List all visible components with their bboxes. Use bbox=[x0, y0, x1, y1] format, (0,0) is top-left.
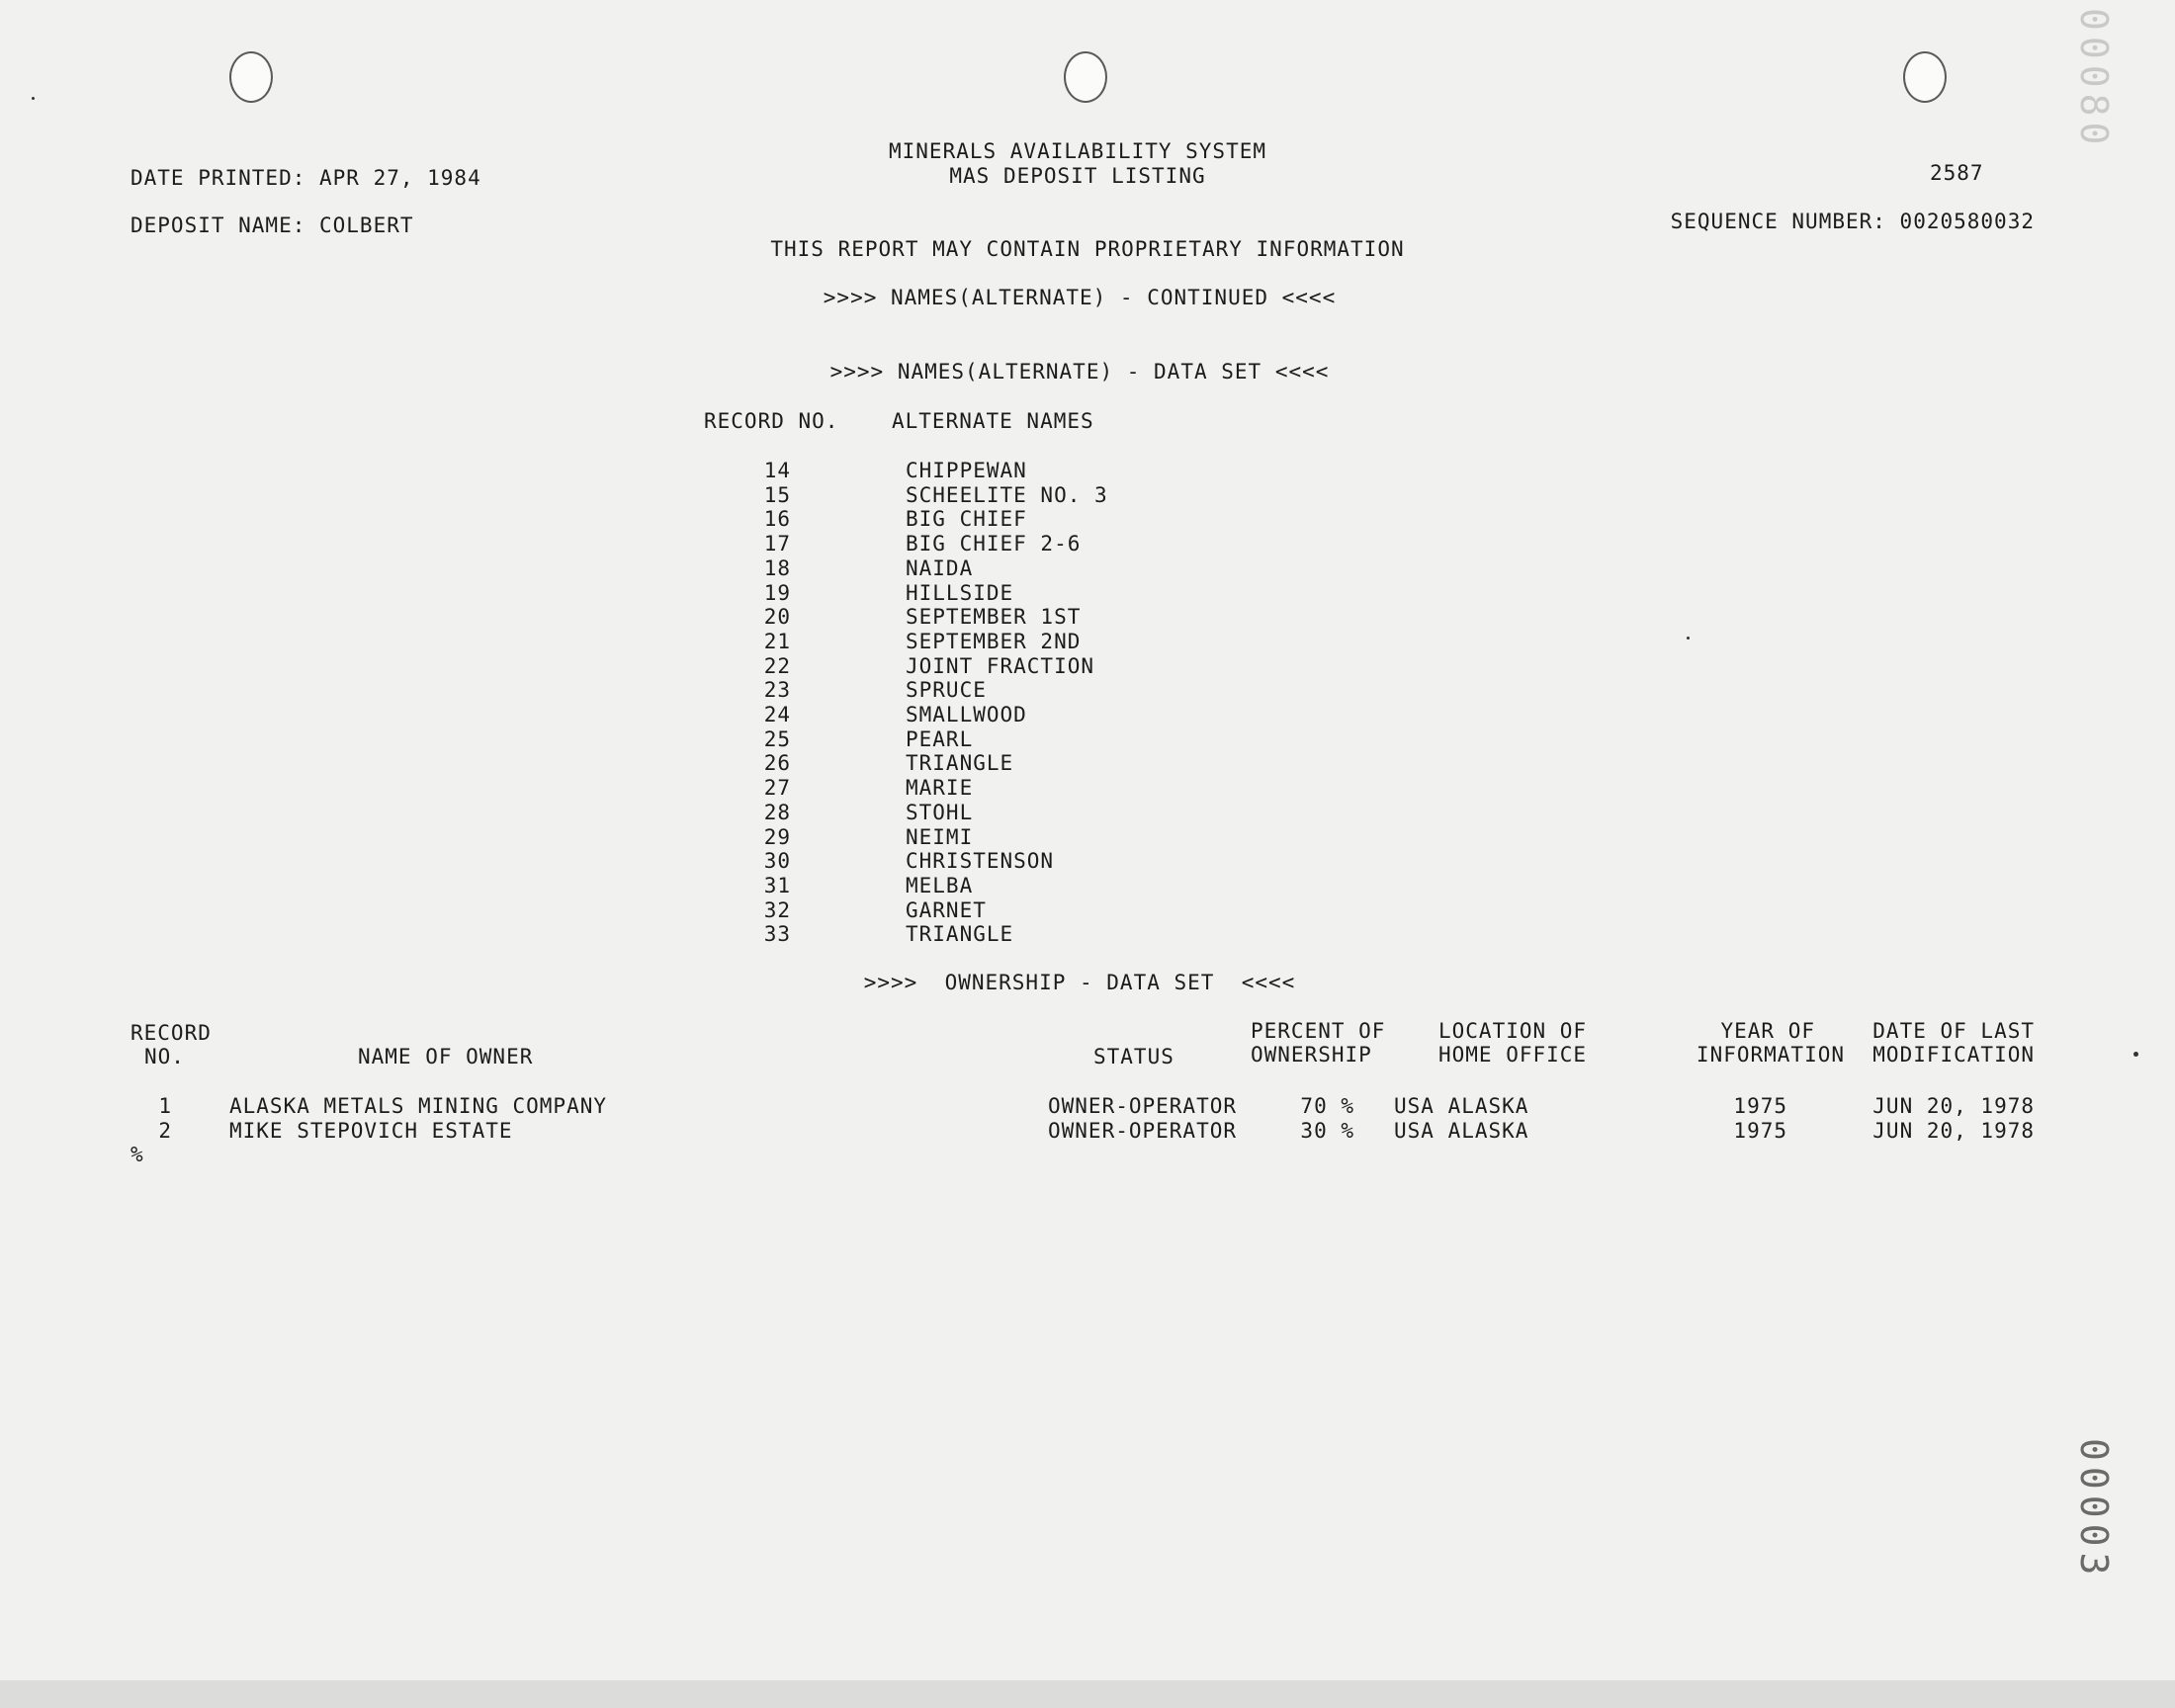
proprietary-notice: THIS REPORT MAY CONTAIN PROPRIETARY INFORMATION bbox=[770, 237, 1405, 261]
alternate-name: SPRUCE bbox=[906, 678, 987, 702]
alternate-name: MARIE bbox=[906, 776, 974, 800]
col-percent-1: PERCENT OF bbox=[1251, 1019, 1386, 1043]
owner-name: MIKE STEPOVICH ESTATE bbox=[229, 1119, 513, 1143]
name-record-no: 26 bbox=[763, 751, 791, 775]
owner-location: USA ALASKA bbox=[1394, 1094, 1529, 1118]
name-record-no: 16 bbox=[763, 507, 791, 531]
names-continued-heading: >>>> NAMES(ALTERNATE) - CONTINUED <<<< bbox=[823, 286, 1337, 309]
alternate-name: SEPTEMBER 1ST bbox=[906, 605, 1082, 629]
name-record-no: 21 bbox=[763, 630, 791, 653]
alternate-name: TRIANGLE bbox=[906, 751, 1014, 775]
col-location-2: HOME OFFICE bbox=[1438, 1043, 1588, 1067]
owner-location: USA ALASKA bbox=[1394, 1119, 1529, 1143]
owner-status: OWNER-OPERATOR bbox=[1048, 1119, 1238, 1143]
alternate-name: TRIANGLE bbox=[906, 922, 1014, 946]
speck bbox=[2133, 1052, 2138, 1057]
name-record-no: 15 bbox=[763, 483, 791, 507]
name-record-no: 22 bbox=[763, 654, 791, 678]
name-record-no: 28 bbox=[763, 801, 791, 824]
alternate-name: GARNET bbox=[906, 898, 987, 922]
alternate-name: SMALLWOOD bbox=[906, 703, 1027, 726]
name-record-no: 14 bbox=[763, 459, 791, 482]
owner-record-no: 1 bbox=[158, 1094, 172, 1118]
name-record-no: 30 bbox=[763, 849, 791, 873]
alternate-name: NEIMI bbox=[906, 825, 974, 849]
owner-percent: 30 % bbox=[1300, 1119, 1354, 1143]
alternate-name: SCHEELITE NO. 3 bbox=[906, 483, 1108, 507]
owner-record-no: 2 bbox=[158, 1119, 172, 1143]
name-record-no: 23 bbox=[763, 678, 791, 702]
end-mark: % bbox=[130, 1143, 144, 1166]
ownership-data-set-heading: >>>> OWNERSHIP - DATA SET <<<< bbox=[863, 971, 1296, 994]
col-alternate-names: ALTERNATE NAMES bbox=[892, 409, 1094, 433]
alternate-name: MELBA bbox=[906, 874, 974, 897]
name-record-no: 19 bbox=[763, 581, 791, 605]
names-data-set-heading: >>>> NAMES(ALTERNATE) - DATA SET <<<< bbox=[829, 360, 1330, 384]
owner-year: 1975 bbox=[1733, 1094, 1787, 1118]
alternate-name: NAIDA bbox=[906, 556, 974, 580]
col-date-2: MODIFICATION bbox=[1872, 1043, 2035, 1067]
col-year-1: YEAR OF bbox=[1720, 1019, 1815, 1043]
col-record-no: RECORD NO. bbox=[704, 409, 839, 433]
alternate-name: BIG CHIEF bbox=[906, 507, 1027, 531]
owner-modified-date: JUN 20, 1978 bbox=[1872, 1119, 2035, 1143]
name-record-no: 31 bbox=[763, 874, 791, 897]
name-record-no: 33 bbox=[763, 922, 791, 946]
owner-status: OWNER-OPERATOR bbox=[1048, 1094, 1238, 1118]
name-record-no: 20 bbox=[763, 605, 791, 629]
alternate-name: BIG CHIEF 2-6 bbox=[906, 532, 1082, 555]
speck bbox=[1687, 637, 1690, 640]
alternate-name: CHIPPEWAN bbox=[906, 459, 1027, 482]
alternate-name: SEPTEMBER 2ND bbox=[906, 630, 1082, 653]
name-record-no: 27 bbox=[763, 776, 791, 800]
date-printed: DATE PRINTED: APR 27, 1984 bbox=[130, 166, 481, 190]
name-record-no: 25 bbox=[763, 727, 791, 751]
listing-title: MAS DEPOSIT LISTING bbox=[949, 164, 1206, 188]
name-record-no: 29 bbox=[763, 825, 791, 849]
system-title: MINERALS AVAILABILITY SYSTEM bbox=[888, 139, 1267, 163]
margin-stamp: 00003 bbox=[2072, 1438, 2116, 1581]
owner-percent: 70 % bbox=[1300, 1094, 1354, 1118]
alternate-name: CHRISTENSON bbox=[906, 849, 1055, 873]
deposit-name: DEPOSIT NAME: COLBERT bbox=[130, 214, 414, 237]
col-record-label: RECORD bbox=[130, 1021, 212, 1045]
name-record-no: 24 bbox=[763, 703, 791, 726]
alternate-name: STOHL bbox=[906, 801, 974, 824]
punch-hole-right bbox=[1903, 51, 1947, 103]
name-record-no: 18 bbox=[763, 556, 791, 580]
col-year-2: INFORMATION bbox=[1696, 1043, 1845, 1067]
alternate-name: PEARL bbox=[906, 727, 974, 751]
name-record-no: 32 bbox=[763, 898, 791, 922]
owner-name: ALASKA METALS MINING COMPANY bbox=[229, 1094, 608, 1118]
col-date-1: DATE OF LAST bbox=[1872, 1019, 2035, 1043]
col-record-no-label: NO. bbox=[144, 1045, 185, 1068]
col-owner-name: NAME OF OWNER bbox=[358, 1045, 534, 1068]
speck bbox=[32, 97, 35, 100]
alternate-name: JOINT FRACTION bbox=[906, 654, 1095, 678]
name-record-no: 17 bbox=[763, 532, 791, 555]
owner-modified-date: JUN 20, 1978 bbox=[1872, 1094, 2035, 1118]
margin-stamp-faint: 00080 bbox=[2072, 8, 2116, 151]
owner-year: 1975 bbox=[1733, 1119, 1787, 1143]
alternate-name: HILLSIDE bbox=[906, 581, 1014, 605]
col-status: STATUS bbox=[1093, 1045, 1174, 1068]
punch-hole-left bbox=[229, 51, 273, 103]
col-location-1: LOCATION OF bbox=[1438, 1019, 1588, 1043]
page-number: 2587 bbox=[1930, 161, 1984, 185]
sequence-number: SEQUENCE NUMBER: 0020580032 bbox=[1670, 210, 2035, 233]
punch-hole-center bbox=[1064, 51, 1107, 103]
col-percent-2: OWNERSHIP bbox=[1251, 1043, 1372, 1067]
